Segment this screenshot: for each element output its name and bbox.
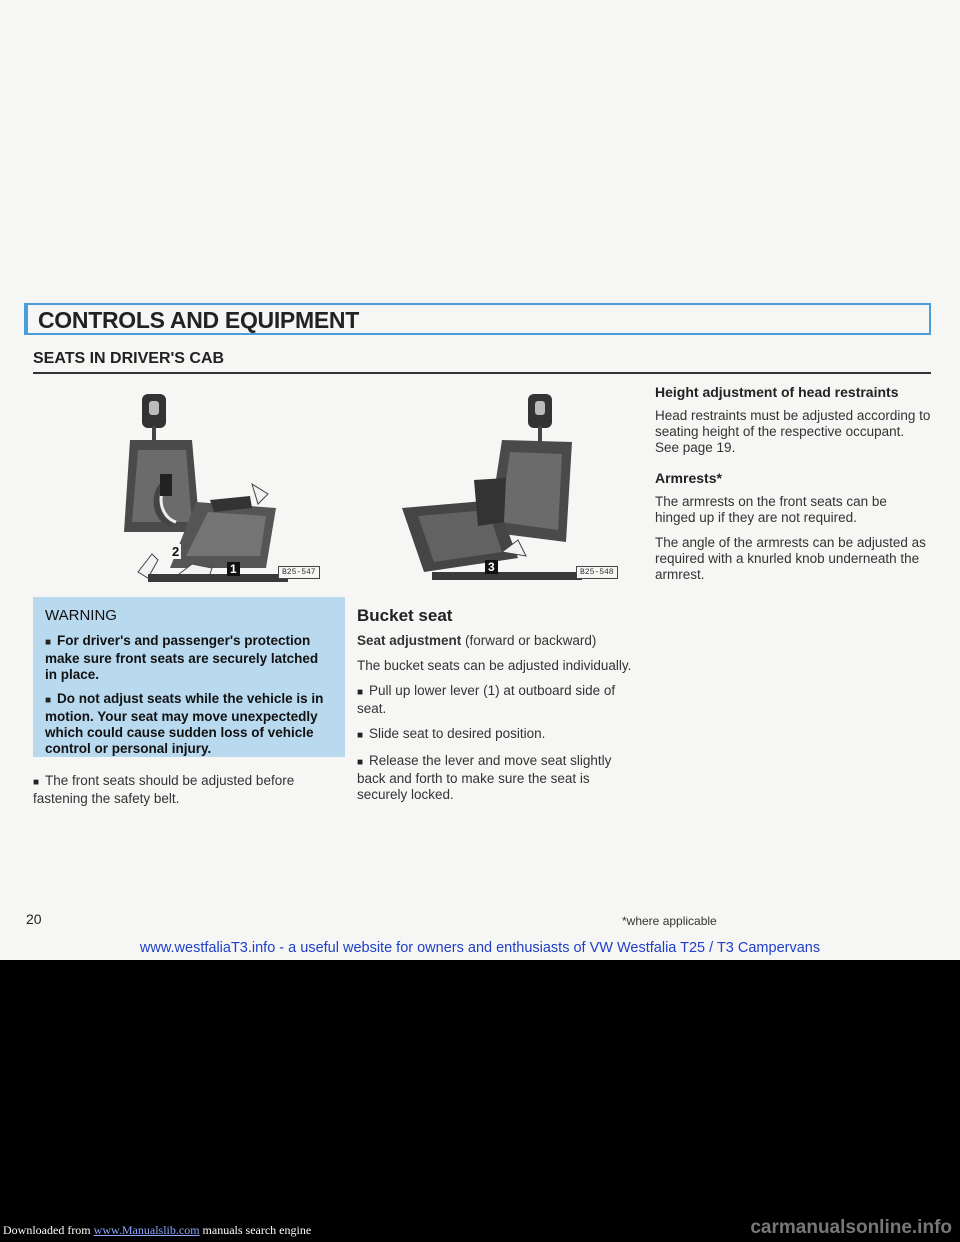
bucket-seat-heading: Bucket seat (357, 606, 453, 625)
armrests-text-1: The armrests on the front seats can be hinged up if they are not required. (655, 494, 887, 525)
warning-item: ■ For driver's and passenger's protection make sure front seats are securely latched in place. (45, 633, 333, 683)
left-note (33, 773, 345, 816)
callout-1: 1 (227, 562, 240, 576)
figure-code-left: B25-547 (278, 566, 320, 579)
seat-adjustment-label: Seat adjustment (357, 633, 462, 648)
page-number: 20 (26, 911, 42, 927)
figure-code-right: B25-548 (576, 566, 618, 579)
head-restraints-heading: Height adjustment of head restraints (655, 384, 899, 400)
bucket-seat-section (357, 608, 632, 812)
step-item: ■ Release the lever and move seat slightly back and forth to make sure the seat is securely locked. (357, 753, 632, 803)
callout-2: 2 (172, 544, 180, 559)
warning-box (33, 597, 345, 757)
warning-item: ■ Do not adjust seats while the vehicle is in motion. Your seat may move unexpectedly which could cause sudden loss of vehicle control or personal injury. (45, 691, 333, 757)
armrests-heading: Armrests* (655, 470, 722, 486)
seat-adjustment-line (357, 633, 632, 649)
footnote: *where applicable (622, 914, 717, 928)
website-banner-link[interactable]: www.westfaliaT3.info - a useful website for owners and enthusiasts of VW Westfalia T25 / T3 Campervans (139, 940, 821, 956)
download-prefix: Downloaded from (3, 1223, 94, 1237)
note-text: ■ The front seats should be adjusted before fastening the safety belt. (33, 773, 345, 807)
manualslib-link[interactable]: www.Manualslib.com (93, 1223, 200, 1237)
bucket-seat-intro: The bucket seats can be adjusted individually. (357, 658, 632, 673)
step-item: ■ Pull up lower lever (1) at outboard side of seat. (357, 683, 632, 717)
warning-title: WARNING (45, 607, 117, 624)
download-source-note (3, 1223, 311, 1238)
section-header-bar (24, 303, 931, 335)
step-item: ■ Slide seat to desired position. (357, 726, 632, 744)
callout-3: 3 (485, 560, 498, 574)
seat-illustration-left (100, 382, 350, 594)
head-restraints-text: Head restraints must be adjusted according to seating height of the respective occupant. See page 19. (655, 408, 931, 455)
watermark-logo: carmanualsonline.info (750, 1217, 952, 1238)
seat-figure-left (100, 382, 350, 594)
armrests-text-2: The angle of the armrests can be adjusted as required with a knurled knob underneath the armrest. (655, 535, 926, 582)
seat-figure-right (362, 382, 630, 594)
seat-adjustment-direction: (forward or backward) (461, 633, 597, 648)
divider-rule (33, 372, 931, 374)
download-suffix: manuals search engine (199, 1223, 312, 1237)
section-title: CONTROLS AND EQUIPMENT (38, 307, 359, 333)
page-subheading: SEATS IN DRIVER'S CAB (33, 350, 225, 367)
right-column (655, 384, 931, 592)
